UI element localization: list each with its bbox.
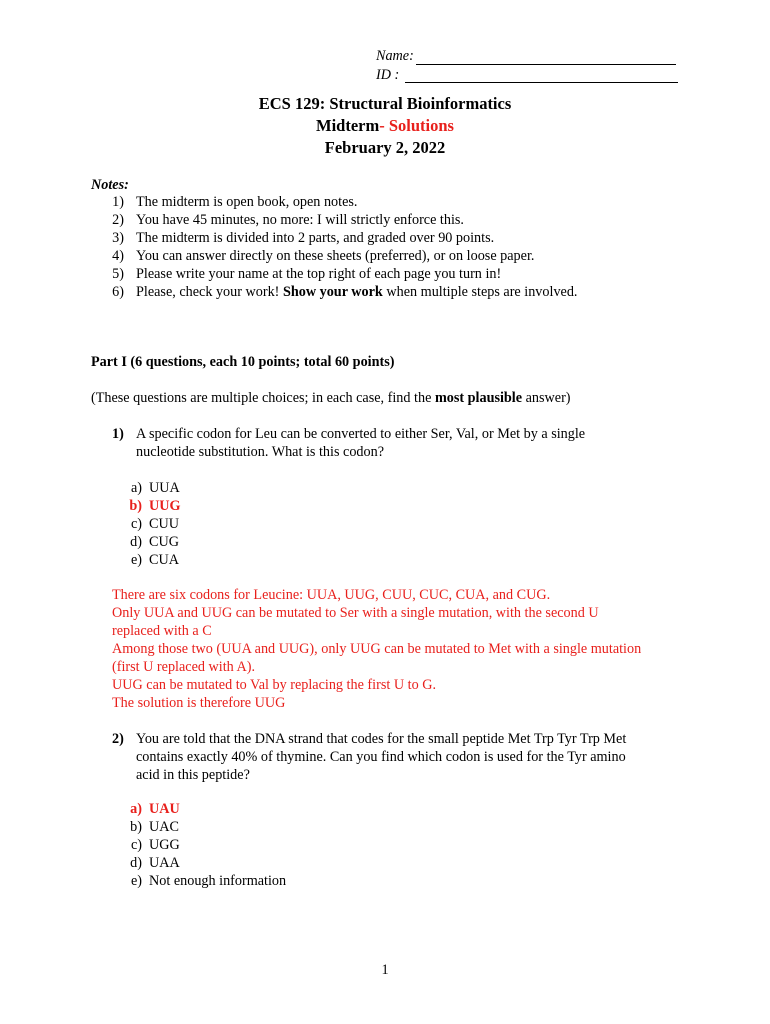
question-text-line: contains exactly 40% of thymine. Can you find which codon is used for the Tyr amino — [136, 749, 626, 765]
exam-title — [0, 116, 770, 136]
exam-date: February 2, 2022 — [324, 138, 446, 157]
solution-line: The solution is therefore UUG — [112, 695, 286, 711]
note-text-post: when multiple steps are involved. — [382, 284, 578, 300]
part1-intro — [91, 389, 571, 407]
option-text: CUA — [149, 552, 179, 568]
part1-heading: Part I (6 questions, each 10 points; total 60 points) — [91, 354, 395, 370]
option-letter: d) — [130, 534, 142, 550]
solution-line: replaced with a C — [112, 623, 212, 639]
option-text: CUG — [149, 534, 179, 550]
option-text: CUU — [149, 516, 179, 532]
solution-line: There are six codons for Leucine: UUA, UUG, CUU, CUC, CUA, and CUG. — [112, 587, 551, 603]
note-number: 4) — [112, 248, 124, 264]
question-text-line: You are told that the DNA strand that codes for the small peptide Met Trp Tyr Trp Met — [136, 731, 627, 747]
option-letter: c) — [130, 837, 142, 853]
note-text: Please write your name at the top right of each page you turn in! — [136, 266, 502, 282]
note-number: 3) — [112, 230, 124, 246]
option-letter: e) — [130, 552, 142, 568]
solution-line: Among those two (UUA and UUG), only UUG can be mutated to Met with a single mutation — [112, 641, 642, 657]
option-letter: b) — [130, 819, 142, 835]
option-letter: c) — [130, 516, 142, 532]
option-letter: a) — [130, 801, 142, 817]
question-text-line: nucleotide substitution. What is this codon? — [136, 444, 384, 460]
note-text: You have 45 minutes, no more: I will strictly enforce this. — [136, 212, 464, 228]
option-letter: d) — [130, 855, 142, 871]
notes-heading: Notes: — [91, 177, 129, 193]
note-text-emphasis: Show your work — [282, 284, 383, 300]
solution-line: (first U replaced with A). — [112, 659, 256, 675]
question-number: 1) — [112, 426, 124, 442]
solution-line: UUG can be mutated to Val by replacing the first U to G. — [112, 677, 436, 693]
note-number: 2) — [112, 212, 124, 228]
note-text: The midterm is divided into 2 parts, and graded over 90 points. — [136, 230, 495, 246]
name-field-line — [416, 64, 676, 65]
exam-title-solutions: - Solutions — [379, 116, 454, 135]
option-text: UUG — [149, 498, 181, 514]
part1-intro-pre: (These questions are multiple choices; in each case, find the — [91, 390, 435, 406]
note-number: 6) — [112, 284, 124, 300]
option-text: UAA — [149, 855, 180, 871]
part1-intro-post: answer) — [522, 390, 571, 406]
page-number: 1 — [381, 962, 389, 978]
name-label: Name: — [376, 48, 414, 64]
course-title: ECS 129: Structural Bioinformatics — [258, 94, 512, 113]
option-text: UGG — [149, 837, 180, 853]
option-letter: e) — [130, 873, 142, 889]
option-text: UAU — [149, 801, 180, 817]
note-number: 1) — [112, 194, 124, 210]
exam-title-main: Midterm — [316, 116, 380, 135]
note-text: The midterm is open book, open notes. — [136, 194, 358, 210]
note-text: You can answer directly on these sheets (preferred), or on loose paper. — [136, 248, 535, 264]
option-text: Not enough information — [149, 873, 287, 889]
question-number: 2) — [112, 731, 124, 747]
option-letter: a) — [130, 480, 142, 496]
option-letter: b) — [129, 498, 142, 514]
note-text-pre: Please, check your work! — [136, 284, 283, 300]
note-text — [136, 283, 577, 301]
option-text: UAC — [149, 819, 179, 835]
part1-intro-emphasis: most plausible — [434, 390, 523, 406]
id-label: ID : — [376, 67, 400, 83]
question-text-line: A specific codon for Leu can be converted to either Ser, Val, or Met by a single — [136, 426, 586, 442]
question-text-line: acid in this peptide? — [136, 767, 250, 783]
option-text: UUA — [149, 480, 180, 496]
note-number: 5) — [112, 266, 124, 282]
solution-line: Only UUA and UUG can be mutated to Ser with a single mutation, with the second U — [112, 605, 599, 621]
id-field-line — [405, 82, 678, 83]
